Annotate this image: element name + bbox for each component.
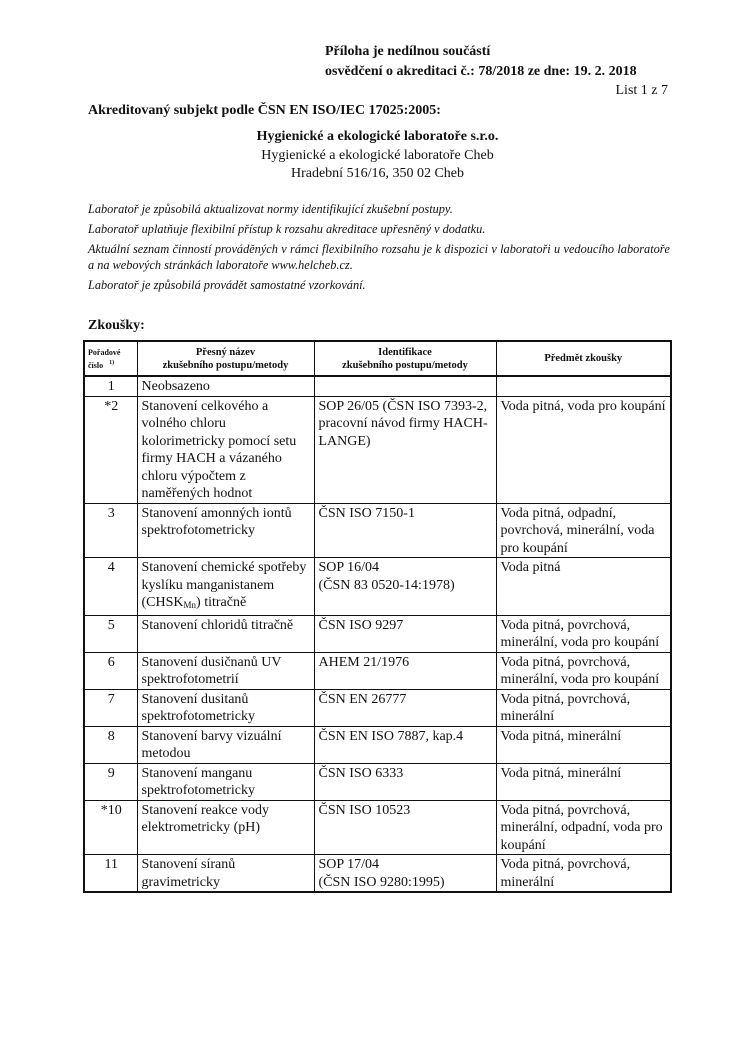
table-header-row [84, 341, 671, 376]
row-method-id [314, 376, 496, 396]
method-name-subscript: Mn [183, 600, 197, 610]
row-method-name: Stanovení dusitanů spektrofotometricky [137, 689, 314, 726]
table-row [84, 558, 671, 616]
row-method-id [314, 558, 496, 616]
row-test-subject: Voda pitná, voda pro koupání [496, 396, 671, 503]
note-4: Laboratoř je způsobilá provádět samostatné vzorkování. [88, 278, 366, 292]
row-method-name: Stanovení síranů gravimetricky [137, 855, 314, 893]
table-row [84, 503, 671, 558]
row-number: *10 [84, 800, 137, 855]
row-number: *2 [84, 396, 137, 503]
method-id-line1: SOP 16/04 [318, 560, 380, 575]
table-row [84, 396, 671, 503]
sheet-number: List 1 z 7 [615, 83, 668, 98]
table-row [84, 615, 671, 652]
row-method-id [314, 855, 496, 893]
method-name-text-end: ) titračně [196, 595, 247, 610]
table-row [84, 726, 671, 763]
row-method-id: ČSN ISO 6333 [314, 763, 496, 800]
method-name-text: Stanovení chemické spotřeby kyslíku manganistanem (CHSK [141, 560, 307, 610]
row-method-id: ČSN EN ISO 7887, kap.4 [314, 726, 496, 763]
section-title: Zkoušky: [88, 318, 145, 333]
row-number: 8 [84, 726, 137, 763]
row-method-id: ČSN EN 26777 [314, 689, 496, 726]
row-method-name: Stanovení celkového a volného chloru kolorimetricky pomocí setu firmy HACH a vázaného chloru výpočtem z naměřených hodnot [137, 396, 314, 503]
row-method-name: Stanovení reakce vody elektrometricky (pH) [137, 800, 314, 855]
row-number: 11 [84, 855, 137, 893]
header-method-name-line1: Přesný název [195, 346, 256, 358]
table-row [84, 376, 671, 396]
note-3: Aktuální seznam činností prováděných v rámci flexibilního rozsahu je k dispozici v laboratoři u vedoucího laboratoře a na webových stránkách laboratoře www.helcheb.cz. [88, 242, 670, 272]
row-test-subject: Voda pitná [496, 558, 671, 616]
row-method-name: Stanovení manganu spektrofotometricky [137, 763, 314, 800]
organization-unit: Hygienické a ekologické laboratoře Cheb [261, 147, 494, 163]
header-method-id [314, 341, 496, 376]
method-id-line1: SOP 17/04 [318, 857, 380, 872]
row-number: 3 [84, 503, 137, 558]
accredited-subject-heading: Akreditovaný subjekt podle ČSN EN ISO/IEC 17025:2005: [88, 103, 441, 118]
row-method-id: ČSN ISO 7150-1 [314, 503, 496, 558]
annex-header [325, 42, 637, 82]
table-row [84, 800, 671, 855]
row-number: 1 [84, 376, 137, 396]
annex-line-1: Příloha je nedílnou součástí [325, 44, 491, 59]
row-method-id: AHEM 21/1976 [314, 652, 496, 689]
row-method-name [137, 558, 314, 616]
note-1: Laboratoř je způsobilá aktualizovat normy identifikující zkušební postupy. [88, 202, 453, 216]
header-method-id-line2: zkušebního postupu/metody [342, 359, 468, 371]
row-method-name: Neobsazeno [137, 376, 314, 396]
row-number: 9 [84, 763, 137, 800]
annex-line-2: osvědčení o akreditaci č.: 78/2018 ze dne: 19. 2. 2018 [325, 64, 637, 79]
row-method-id: SOP 26/05 (ČSN ISO 7393-2, pracovní návod firmy HACH-LANGE) [314, 396, 496, 503]
row-test-subject [496, 376, 671, 396]
row-test-subject: Voda pitná, povrchová, minerální, odpadní, voda pro koupání [496, 800, 671, 855]
note-2: Laboratoř uplatňuje flexibilní přístup k rozsahu akreditace upřesněný v dodatku. [88, 222, 486, 236]
row-test-subject: Voda pitná, povrchová, minerální, voda pro koupání [496, 615, 671, 652]
row-method-name: Stanovení dusičnanů UV spektrofotometrií [137, 652, 314, 689]
header-method-name [137, 341, 314, 376]
organization-block [0, 128, 755, 184]
row-test-subject: Voda pitná, povrchová, minerální [496, 689, 671, 726]
header-method-id-line1: Identifikace [378, 346, 432, 358]
table-row [84, 689, 671, 726]
row-test-subject: Voda pitná, minerální [496, 726, 671, 763]
table-row [84, 855, 671, 893]
row-number: 5 [84, 615, 137, 652]
header-order-number [84, 341, 137, 376]
row-method-id: ČSN ISO 9297 [314, 615, 496, 652]
footnote-marker: 1) [109, 359, 115, 366]
row-number: 6 [84, 652, 137, 689]
row-number: 7 [84, 689, 137, 726]
organization-address: Hradební 516/16, 350 02 Cheb [290, 166, 465, 181]
row-test-subject: Voda pitná, povrchová, minerální, voda pro koupání [496, 652, 671, 689]
row-number: 4 [84, 558, 137, 616]
table-row [84, 763, 671, 800]
header-order-label: Pořadové [88, 347, 121, 357]
method-id-line2: (ČSN ISO 9280:1995) [318, 874, 445, 890]
row-method-id: ČSN ISO 10523 [314, 800, 496, 855]
row-test-subject: Voda pitná, povrchová, minerální [496, 855, 671, 893]
method-id-line2: (ČSN 83 0520-14:1978) [318, 577, 455, 593]
row-test-subject: Voda pitná, odpadní, povrchová, minerální, voda pro koupání [496, 503, 671, 558]
header-test-subject: Předmět zkoušky [496, 341, 671, 376]
row-test-subject: Voda pitná, minerální [496, 763, 671, 800]
organization-name: Hygienické a ekologické laboratoře s.r.o. [256, 129, 499, 144]
header-number-label: číslo [88, 360, 104, 370]
header-method-name-line2: zkušebního postupu/metody [162, 359, 289, 371]
row-method-name: Stanovení barvy vizuální metodou [137, 726, 314, 763]
row-method-name: Stanovení chloridů titračně [137, 615, 314, 652]
notes-block [88, 201, 670, 297]
tests-table [83, 340, 672, 893]
row-method-name: Stanovení amonných iontů spektrofotometricky [137, 503, 314, 558]
table-row [84, 652, 671, 689]
